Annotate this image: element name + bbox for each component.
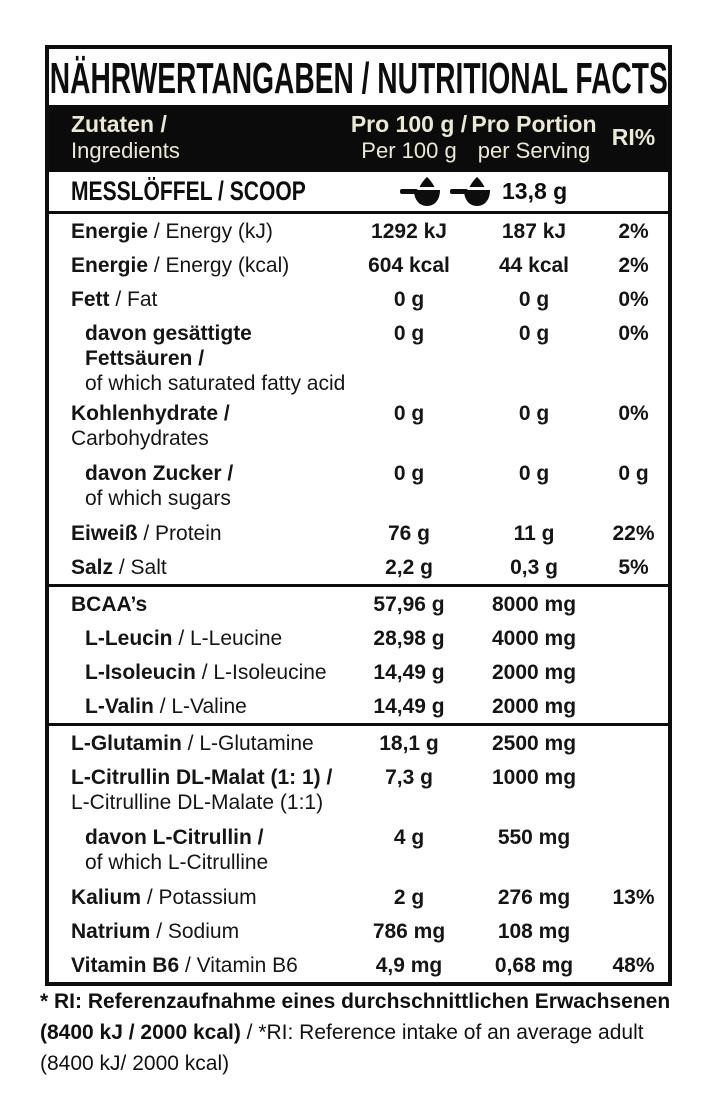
- row-label-line2: Carbohydrates: [71, 427, 209, 450]
- row-label: [49, 655, 349, 685]
- table-row: [49, 516, 668, 550]
- row-label-line2: L-Citrulline DL-Malate (1:1): [71, 791, 324, 814]
- nutrition-facts-table: [45, 45, 672, 986]
- value-ri: 0 g: [618, 462, 649, 485]
- value-ri: 48%: [612, 954, 655, 977]
- value-per-serving: 0,68 mg: [494, 954, 574, 977]
- table-header: [49, 105, 668, 172]
- value-per-100g: 57,96 g: [373, 593, 445, 616]
- table-row: [49, 396, 668, 456]
- ri-footnote: [40, 986, 692, 1079]
- table-row: [49, 914, 668, 948]
- row-label-de: Salz: [71, 556, 114, 579]
- value-per-serving: 276 mg: [497, 886, 571, 909]
- value-per-100g: 76 g: [387, 522, 431, 545]
- row-label-en: / Protein: [137, 522, 222, 545]
- row-label-de: L-Leucin: [85, 627, 173, 650]
- table-row: [49, 316, 668, 396]
- value-per-100g: 0 g: [393, 322, 425, 345]
- value-per-serving: 2500 mg: [491, 732, 577, 755]
- value-per-100g: 14,49 g: [373, 695, 445, 718]
- value-per-100g: 4,9 mg: [375, 954, 443, 977]
- row-label: [49, 214, 349, 244]
- value-per-serving: 1000 mg: [491, 766, 577, 789]
- table-row: [49, 820, 668, 880]
- row-label-line2: of which L-Citrulline: [85, 851, 269, 874]
- value-ri: 0%: [618, 288, 649, 311]
- value-per-serving: 0 g: [518, 402, 550, 425]
- table-row: [49, 214, 668, 248]
- value-per-100g: 0 g: [393, 462, 425, 485]
- value-per-100g: 1292 kJ: [371, 220, 447, 243]
- scoop-label: MESSLÖFFEL / SCOOP: [71, 176, 306, 206]
- value-ri: 5%: [618, 556, 649, 579]
- row-label: [49, 456, 349, 511]
- row-label-de: Natrium: [71, 920, 151, 943]
- row-label: [49, 550, 349, 580]
- table-row: [49, 655, 668, 689]
- row-label-en: / L-Isoleucine: [195, 661, 327, 684]
- header-ingredients: [49, 111, 349, 164]
- value-per-serving: 2000 mg: [491, 695, 577, 718]
- value-per-100g: 2,2 g: [385, 556, 433, 579]
- value-per-100g: 7,3 g: [385, 766, 433, 789]
- value-per-serving: 44 kcal: [498, 254, 570, 277]
- value-ri: [599, 587, 668, 592]
- table-title-row: [49, 49, 668, 105]
- row-label: [49, 914, 349, 944]
- table-row: [49, 456, 668, 516]
- row-label-en: / Fat: [109, 288, 158, 311]
- table-title: NÄHRWERTANGABEN / NUTRITIONAL FACTS: [49, 53, 668, 103]
- row-label-de: BCAA’s: [71, 593, 148, 616]
- value-ri: 2%: [618, 254, 649, 277]
- row-label-en: / L-Leucine: [172, 627, 283, 650]
- value-per-100g: 0 g: [393, 288, 425, 311]
- table-row: [49, 587, 668, 621]
- header-per-100g-en: Per 100 g: [361, 138, 457, 163]
- row-label: [49, 760, 349, 815]
- row-label-en: / Potassium: [141, 886, 257, 909]
- row-label-de: davon gesättigte Fettsäuren /: [85, 322, 252, 370]
- value-per-100g: 18,1 g: [379, 732, 439, 755]
- value-ri: 13%: [612, 886, 655, 909]
- value-per-100g: 14,49 g: [373, 661, 445, 684]
- value-per-serving: 0 g: [518, 462, 550, 485]
- header-ingredients-en: Ingredients: [71, 138, 180, 163]
- row-label: [49, 880, 349, 910]
- row-label-en: / Energy (kcal): [148, 254, 290, 277]
- row-label-de: Kalium: [71, 886, 142, 909]
- value-per-serving: 187 kJ: [501, 220, 567, 243]
- row-label-de: davon L-Citrullin /: [85, 826, 264, 849]
- value-per-serving: 0,3 g: [510, 556, 558, 579]
- row-label-de: Fett: [71, 288, 110, 311]
- scoop-icon: [400, 177, 444, 207]
- value-per-serving: 11 g: [513, 522, 555, 545]
- value-ri: [599, 621, 668, 626]
- table-row: [49, 689, 668, 723]
- row-label: [49, 820, 349, 875]
- row-label: [49, 726, 349, 756]
- row-label-de: davon Zucker /: [85, 462, 234, 485]
- value-per-serving: 550 mg: [497, 826, 571, 849]
- row-label-de: Eiweiß: [71, 522, 138, 545]
- value-ri: [599, 760, 668, 765]
- value-per-100g: 604 kcal: [368, 254, 450, 277]
- table-row: [49, 948, 668, 982]
- row-label-en: / Sodium: [150, 920, 240, 943]
- row-label-de: L-Citrullin DL-Malat (1: 1) /: [71, 766, 333, 789]
- value-per-serving: 0 g: [518, 288, 550, 311]
- value-ri: 0%: [618, 402, 649, 425]
- header-per-100g: [349, 111, 469, 164]
- row-label-de: L-Valin: [85, 695, 154, 718]
- value-per-serving: 108 mg: [497, 920, 571, 943]
- scoop-serving-size: 13,8 g: [502, 178, 568, 204]
- scoop-group: [349, 177, 668, 207]
- row-label: [49, 396, 349, 451]
- value-per-100g: 4 g: [393, 826, 425, 849]
- row-label-en: / Vitamin B6: [179, 954, 298, 977]
- table-row: [49, 880, 668, 914]
- table-row: [49, 621, 668, 655]
- nutrient-rows: [49, 214, 668, 982]
- value-ri: [599, 655, 668, 660]
- header-per-serving: [469, 111, 599, 164]
- header-ri: RI%: [611, 124, 656, 150]
- row-label-en: / L-Glutamine: [181, 732, 314, 755]
- header-per-serving-de: Pro Portion: [471, 111, 597, 137]
- value-ri: [599, 726, 668, 731]
- row-label: [49, 587, 349, 617]
- value-per-100g: 28,98 g: [373, 627, 445, 650]
- row-label-line2: of which saturated fatty acid: [85, 372, 346, 395]
- header-ingredients-de: Zutaten /: [71, 111, 167, 137]
- value-ri: 2%: [618, 220, 649, 243]
- row-label: [49, 316, 349, 396]
- row-label: [49, 948, 349, 978]
- value-ri: [599, 689, 668, 694]
- value-ri: [599, 820, 668, 825]
- value-per-serving: 8000 mg: [491, 593, 577, 616]
- value-ri: 22%: [612, 522, 655, 545]
- row-label-en: / Energy (kJ): [148, 220, 273, 243]
- value-per-serving: 4000 mg: [491, 627, 577, 650]
- scoop-icon: [450, 177, 494, 207]
- row-label-de: L-Glutamin: [71, 732, 182, 755]
- row-label: [49, 621, 349, 651]
- value-per-100g: 786 mg: [372, 920, 446, 943]
- header-per-100g-de: Pro 100 g /: [350, 111, 468, 137]
- scoop-row: [49, 172, 668, 214]
- table-row: [49, 726, 668, 760]
- table-row: [49, 550, 668, 584]
- row-label-de: L-Isoleucin: [85, 661, 196, 684]
- row-label: [49, 516, 349, 546]
- row-label-en: / L-Valine: [153, 695, 247, 718]
- value-ri: 0%: [618, 322, 649, 345]
- row-label: [49, 689, 349, 719]
- row-label: [49, 282, 349, 312]
- value-per-100g: 0 g: [393, 402, 425, 425]
- table-row: [49, 760, 668, 820]
- value-per-serving: 2000 mg: [491, 661, 577, 684]
- row-label-line2: of which sugars: [85, 487, 231, 510]
- row-label-de: Energie: [71, 254, 149, 277]
- value-per-serving: 0 g: [518, 322, 550, 345]
- header-per-serving-en: per Serving: [477, 138, 591, 163]
- row-label: [49, 248, 349, 278]
- row-label-de: Energie: [71, 220, 149, 243]
- value-ri: [599, 914, 668, 919]
- table-row: [49, 282, 668, 316]
- value-per-100g: 2 g: [393, 886, 425, 909]
- row-label-de: Vitamin B6: [71, 954, 180, 977]
- table-row: [49, 248, 668, 282]
- ri-footnote-bold: * RI: Referenzaufnahme eines durchschnittlichen Erwachsenen (8400 kJ / 2000 kcal): [40, 990, 671, 1044]
- row-label-en: / Salt: [113, 556, 167, 579]
- ri-footnote-regular: / *RI: Reference intake of an average adult (8400 kJ/ 2000 kcal): [40, 1021, 644, 1075]
- row-label-de: Kohlenhydrate /: [71, 402, 230, 425]
